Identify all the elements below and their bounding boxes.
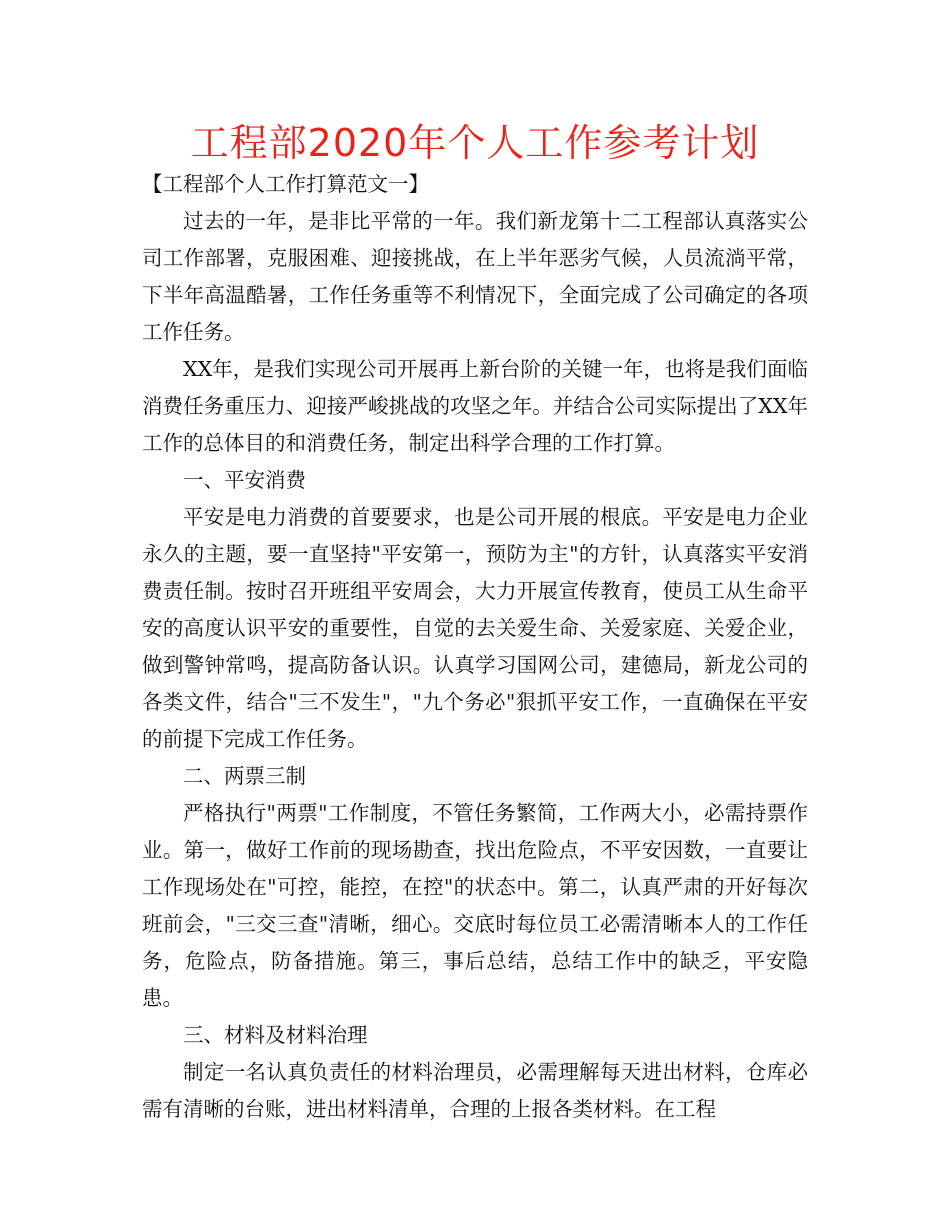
paragraph: 平安是电力消费的首要要求，也是公司开展的根底。平安是电力企业永久的主题，要一直坚持"平安第一，预防为主"的方针，认真落实平安消费责任制。按时召开班组平安周会，大力开展宣传教育，使员工从生命平安的高度认识平安的重要性，自觉的去关爱生命、关爱家庭、关爱企业，做到警钟常鸣，提高防备认识。认真学习国网公司，建德局，新龙公司的各类文件，结合"三不发生"，"九个务必"狠抓平安工作，一直确保在平安的前提下完成工作任务。: [142, 505, 808, 751]
section-heading: 二、两票三制: [183, 764, 306, 788]
section-heading: 三、材料及材料治理: [183, 1023, 368, 1047]
paragraph: 严格执行"两票"工作制度，不管任务繁简，工作两大小，必需持票作业。第一，做好工作前的现场勘查，找出危险点，不平安因数，一直要让工作现场处在"可控，能控，在控"的状态中。第二，认真严肃的开好每次班前会，"三交三查"清晰，细心。交底时每位员工必需清晰本人的工作任务，危险点，防备措施。第三，事后总结，总结工作中的缺乏，平安隐患。: [142, 801, 808, 1010]
paragraph: 制定一名认真负责任的材料治理员，必需理解每天进出材料，仓库必需有清晰的台账，进出材料清单，合理的上报各类材料。在工程: [142, 1060, 808, 1121]
document-subtitle: 【工程部个人工作打算范文一】: [142, 172, 429, 196]
section-heading: 一、平安消费: [183, 468, 306, 492]
paragraph: 过去的一年，是非比平常的一年。我们新龙第十二工程部认真落实公司工作部署，克服困难、迎接挑战，在上半年恶劣气候，人员流淌平常，下半年高温酷暑，工作任务重等不利情况下，全面完成了公司确定的各项工作任务。: [142, 209, 808, 344]
document-title: 工程部2020年个人工作参考计划: [190, 121, 760, 165]
paragraph: XX年，是我们实现公司开展再上新台阶的关键一年，也将是我们面临消费任务重压力、迎接严峻挑战的攻坚之年。并结合公司实际提出了XX年工作的总体目的和消费任务，制定出科学合理的工作打算。: [142, 357, 808, 455]
document-body: [142, 166, 808, 1128]
